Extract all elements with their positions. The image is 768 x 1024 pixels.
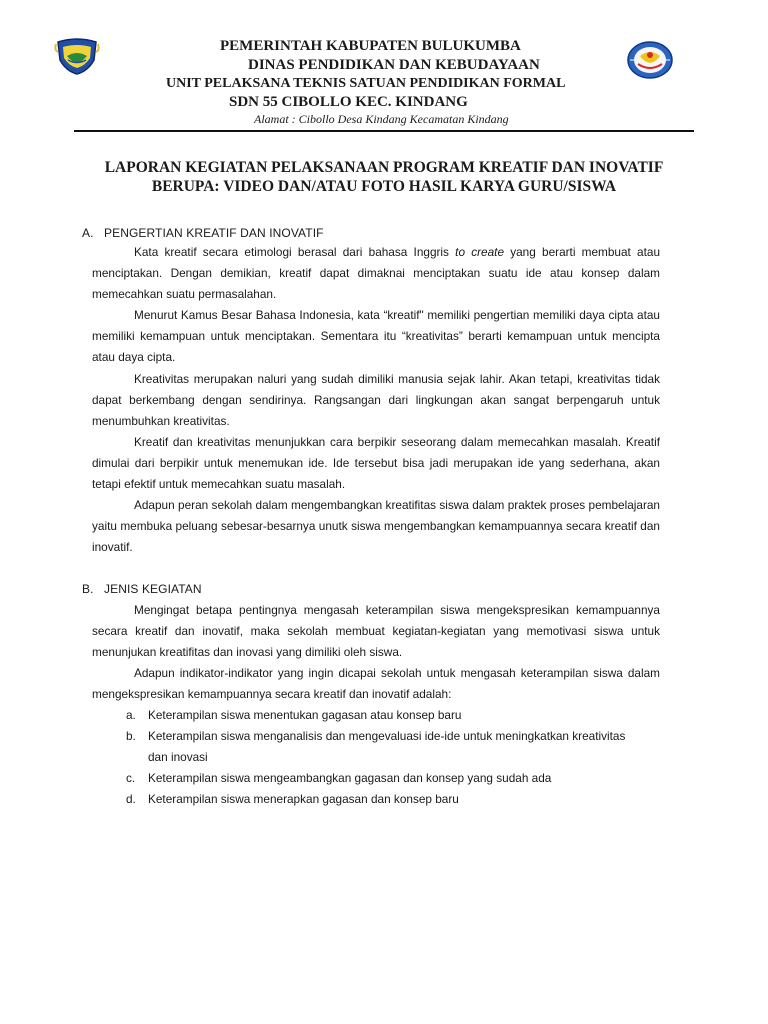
list-item-text: Keterampilan siswa menerapkan gagasan dan konsep baru xyxy=(148,792,459,806)
section-a-heading xyxy=(82,226,324,240)
section-a-paragraph-2: Menurut Kamus Besar Bahasa Indonesia, kata “kreatif" memiliki pengertian memiliki daya cipta atau memiliki kemampuan untuk menciptakan. Sementara itu “kreativitas” berarti kemampuan untuk mencipta atau daya cipta. xyxy=(92,308,660,364)
list-item-text: Keterampilan siswa mengeambangkan gagasan dan konsep yang sudah ada xyxy=(148,771,552,785)
section-b-heading xyxy=(82,582,202,596)
paragraph-text: Kata kreatif secara etimologi berasal dari bahasa Inggris xyxy=(134,245,456,259)
list-marker: b. xyxy=(126,729,136,743)
list-item xyxy=(126,705,660,726)
list-marker: d. xyxy=(126,792,136,806)
list-marker: c. xyxy=(126,771,136,785)
letterhead-address: Alamat : Cibollo Desa Kindang Kecamatan Kindang xyxy=(254,112,509,126)
paragraph-text: yang berarti membuat atau menciptakan. Dengan demikian, kreatif dapat dimaknai menciptakan suatu ide atau konsep dalam memecahkan suatu permasalahan. xyxy=(92,245,661,301)
section-a-paragraph-3: Kreativitas merupakan naluri yang sudah dimiliki manusia sejak lahir. Akan tetapi, kreativitas tidak dapat berkembang dengan sendirinya. Rangsangan dari lingkungan akan sangat berpengaruh untuk menumbuhkan kreativitas. xyxy=(92,372,660,428)
letterhead-unit: UNIT PELAKSANA TEKNIS SATUAN PENDIDIKAN FORMAL xyxy=(166,76,566,91)
section-a-title: PENGERTIAN KREATIF DAN INOVATIF xyxy=(104,226,324,240)
letterhead-school: SDN 55 CIBOLLO KEC. KINDANG xyxy=(229,94,468,110)
document-title: LAPORAN KEGIATAN PELAKSANAAN PROGRAM KREATIF DAN INOVATIF BERUPA: VIDEO DAN/ATAU FOTO HASIL KARYA GURU/SISWA xyxy=(104,159,664,195)
italic-term: to create xyxy=(455,245,505,259)
list-item-text: Keterampilan siswa menentukan gagasan atau konsep baru xyxy=(148,708,462,722)
indicator-list xyxy=(126,705,660,810)
list-item xyxy=(126,789,660,810)
section-a-number: A. xyxy=(82,226,94,240)
letterhead-department: DINAS PENDIDIKAN DAN KEBUDAYAAN xyxy=(248,57,540,73)
list-item xyxy=(126,726,660,768)
list-item xyxy=(126,768,660,789)
section-a-paragraph-1 xyxy=(92,242,660,305)
section-b-paragraph-1: Mengingat betapa pentingnya mengasah keterampilan siswa mengekspresikan kemampuannya secara kreatif dan inovatif, maka sekolah membuat kegiatan-kegiatan yang memotivasi siswa untuk menunjukan kreatifitas dan inovasi yang dimiliki oleh siswa. xyxy=(92,603,660,659)
letterhead-government: PEMERINTAH KABUPATEN BULUKUMBA xyxy=(220,38,521,54)
section-b-paragraph-2: Adapun indikator-indikator yang ingin dicapai sekolah untuk mengasah keterampilan siswa dalam mengekspresikan kemampuannya secara kreatif dan inovatif adalah: xyxy=(92,666,660,701)
section-b-title: JENIS KEGIATAN xyxy=(104,582,202,596)
list-marker: a. xyxy=(126,708,136,722)
section-b-number: B. xyxy=(82,582,94,596)
section-a-paragraph-5: Adapun peran sekolah dalam mengembangkan kreatifitas siswa dalam praktek proses pembelajaran yaitu membuka peluang sebesar-besarnya unutk siswa mengembangkan kemampuannya secara kreatif dan inovatif. xyxy=(92,498,660,554)
list-item-text: Keterampilan siswa menganalisis dan mengevaluasi ide-ide untuk meningkatkan kreativitas dan inovasi xyxy=(148,729,626,764)
letterhead-divider xyxy=(74,130,694,132)
bulukumba-emblem-icon xyxy=(54,38,100,76)
section-a-paragraph-4: Kreatif dan kreativitas menunjukkan cara berpikir seseorang dalam memecahkan masalah. Kreatif dimulai dari berpikir untuk menemukan ide. Ide tersebut bisa jadi merupakan ide yang sederhana, akan tetapi efektif untuk memecahkan suatu masalah. xyxy=(92,435,660,491)
